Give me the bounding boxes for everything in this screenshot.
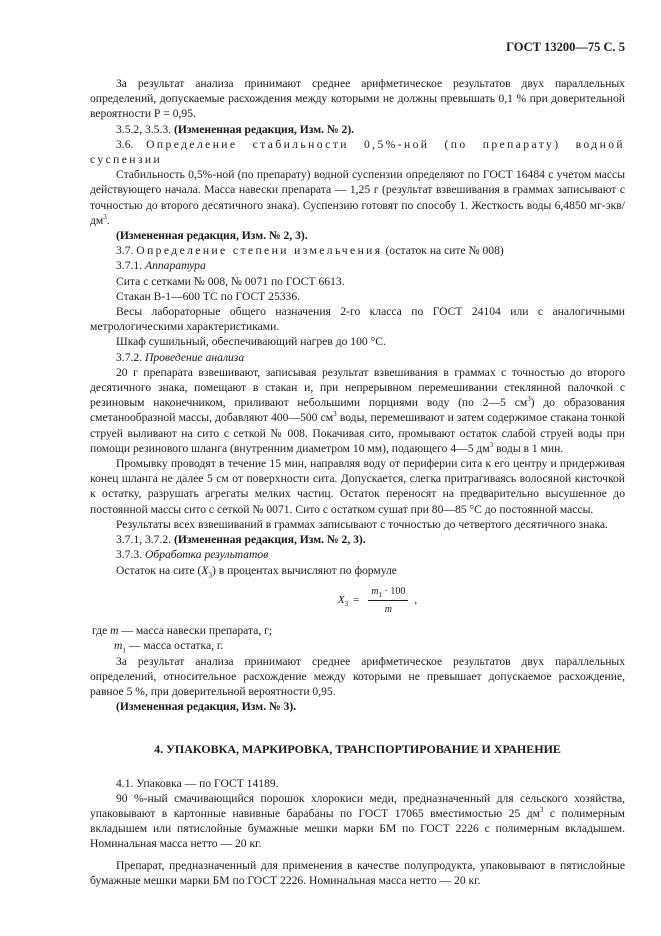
clause-373-heading: 3.7.3. Обработка результатов xyxy=(116,548,269,562)
clause-number: 3.7. xyxy=(116,244,134,258)
clause-title: Определение стабильности 0,5%-ной (по препарату) водной суспензии xyxy=(90,137,625,167)
subsection-title: Аппаратура xyxy=(145,259,206,273)
paragraph-weighing: Результаты всех взвешиваний в граммах записывают с точностью до четвертого десятичного знака. xyxy=(116,517,608,531)
formula-denominator: m xyxy=(384,603,392,615)
document-body xyxy=(90,76,625,888)
formula-legend-m: где m — масса навески препарата, г; xyxy=(92,624,273,638)
page-header: ГОСТ 13200—75 С. 5 xyxy=(506,40,625,54)
formula-legend-m1: $m_1$ — масса остатка, г. xyxy=(114,639,224,655)
paragraph-amendment-371: 3.7.1, 3.7.2. (Измененная редакция, Изм. № 2, 3). xyxy=(116,533,366,547)
formula-numerator: $m_1 \cdot 100$ xyxy=(368,584,408,601)
formula-lhs: $X_3$ xyxy=(337,593,349,608)
amendment-note-3: (Измененная редакция, Изм. № 3). xyxy=(116,700,297,714)
clause-37-heading: 3.7. Определение степени измельчения (остаток на сите № 008) xyxy=(116,244,504,258)
clause-number: 3.6. xyxy=(116,137,134,151)
formula-comma: , xyxy=(414,593,418,606)
clause-41: 4.1. Упаковка — по ГОСТ 14189. xyxy=(116,776,279,790)
paragraph-washing: Промывку проводят в течение 15 мин, направляя воду от периферии сита к его центру и придерживая конец шланга не далее 5 см от поверхности сита. Допускается, слегка притрагиваясь волосяной кисточкой к остатку, разрушать агрегаты мелких частиц. Остаток переносят на предварительно высушенное до постоянной массы сито с сеткой № 0071. Сито с остатком сушат при 80—85 °С до постоянной массы. xyxy=(90,457,625,516)
clause-36-heading xyxy=(90,137,625,167)
paragraph-packaging-agri: 90 %-ный смачивающийся порошок хлорокиси меди, предназначенный для сельского хозяйства, упаковывают в картонные навивные барабаны по ГОСТ 17065 вместимостью 25 $дм^3$ с полимерным вкладышем или пятислойные бумажные мешки марки БМ по ГОСТ 2226 с полимерным вкладышем. Номинальная масса нетто — 20 кг. xyxy=(90,791,625,851)
paragraph-result-average: За результат анализа принимают среднее арифметическое результатов двух параллельных определений, допускаемые расхождения между которыми не должны превышать 0,1 % при доверительной вероятности Р = 0,95. xyxy=(90,77,625,121)
subsection-title: Обработка результатов xyxy=(145,548,269,562)
paragraph-packaging-semi: Препарат, предназначенный для применения в качестве полупродукта, упаковывают в пятислойные бумажные мешки марки БМ по ГОСТ 2226. Номинальная масса нетто — 20 кг. xyxy=(90,858,625,887)
amendment-note-2-3: (Измененная редакция, Изм. № 2, 3). xyxy=(116,229,308,243)
residue-formula xyxy=(130,584,625,617)
subsection-title: Проведение анализа xyxy=(145,350,245,364)
amendment-note: (Измененная редакция, Изм. № 2, 3). xyxy=(173,533,366,547)
paragraph-procedure: 20 г препарата взвешивают, записывая результат взвешивания в граммах с точностью до второго десятичного знака, помещают в стакан и, при непрерывном перемешивании стеклянной палочкой с резиновым наконечником, приливают небольшими порциями воду (по 2—5 $см^3$) до образования сметанообразной массы, добавляют 400—500 $см^3$ воды, перемешивают и затем содержимое стакана тонкой струей выливают на сито с сеткой № 008. Покачивая сито, промывают остаток слабой струей воды при помощи резинового шланга (внутренним диаметром 10 мм), подающего 4—5 $дм^3$ воды в 1 мин. xyxy=(90,365,625,455)
equipment-oven: Шкаф сушильный, обеспечивающий нагрев до 100 °С. xyxy=(116,335,386,349)
clause-title: Определение степени измельчения xyxy=(136,244,383,258)
paragraph-result-relative: За результат анализа принимают среднее арифметическое результатов двух параллельных определений, относительное расхождение между которыми не превышает допускаемое расхождение, равное 5 %, при доверительной вероятности 0,95. xyxy=(90,654,625,698)
clause-372-heading: 3.7.2. Проведение анализа xyxy=(116,350,245,364)
section-4-heading: 4. УПАКОВКА, МАРКИРОВКА, ТРАНСПОРТИРОВАНИЕ И ХРАНЕНИЕ xyxy=(154,742,561,757)
clause-number: 3.5.2, 3.5.3. xyxy=(116,122,172,136)
amendment-note: (Измененная редакция, Изм. № 2). xyxy=(173,122,355,136)
formula-fraction xyxy=(368,584,408,617)
equipment-beaker: Стакан В-1—600 ТС по ГОСТ 25336. xyxy=(116,289,301,303)
paragraph-formula-intro: Остаток на сите $(X_3)$ в процентах вычисляют по формуле xyxy=(116,563,397,579)
formula-equals: = xyxy=(353,593,360,606)
equipment-scales: Весы лабораторные общего назначения 2-го класса по ГОСТ 24104 или с аналогичными метрологическими характеристиками. xyxy=(90,305,625,334)
paragraph-stability: Стабильность 0,5%-ной (по препарату) водной суспензии определяют по ГОСТ 16484 с учетом массы действующего начала. Масса навески препарата — 1,25 г (результат взвешивания в граммах записывают с точностью до второго десятичного знака). Суспензию готовят по способу 1. Жесткость воды 6,4850 $мг-экв/дм^3$. xyxy=(90,168,625,227)
equipment-sieves: Сита с сетками № 008, № 0071 по ГОСТ 6613. xyxy=(116,274,345,288)
clause-371-heading: 3.7.1. Аппаратура xyxy=(116,259,206,273)
paragraph-amendment-352 xyxy=(90,122,625,137)
